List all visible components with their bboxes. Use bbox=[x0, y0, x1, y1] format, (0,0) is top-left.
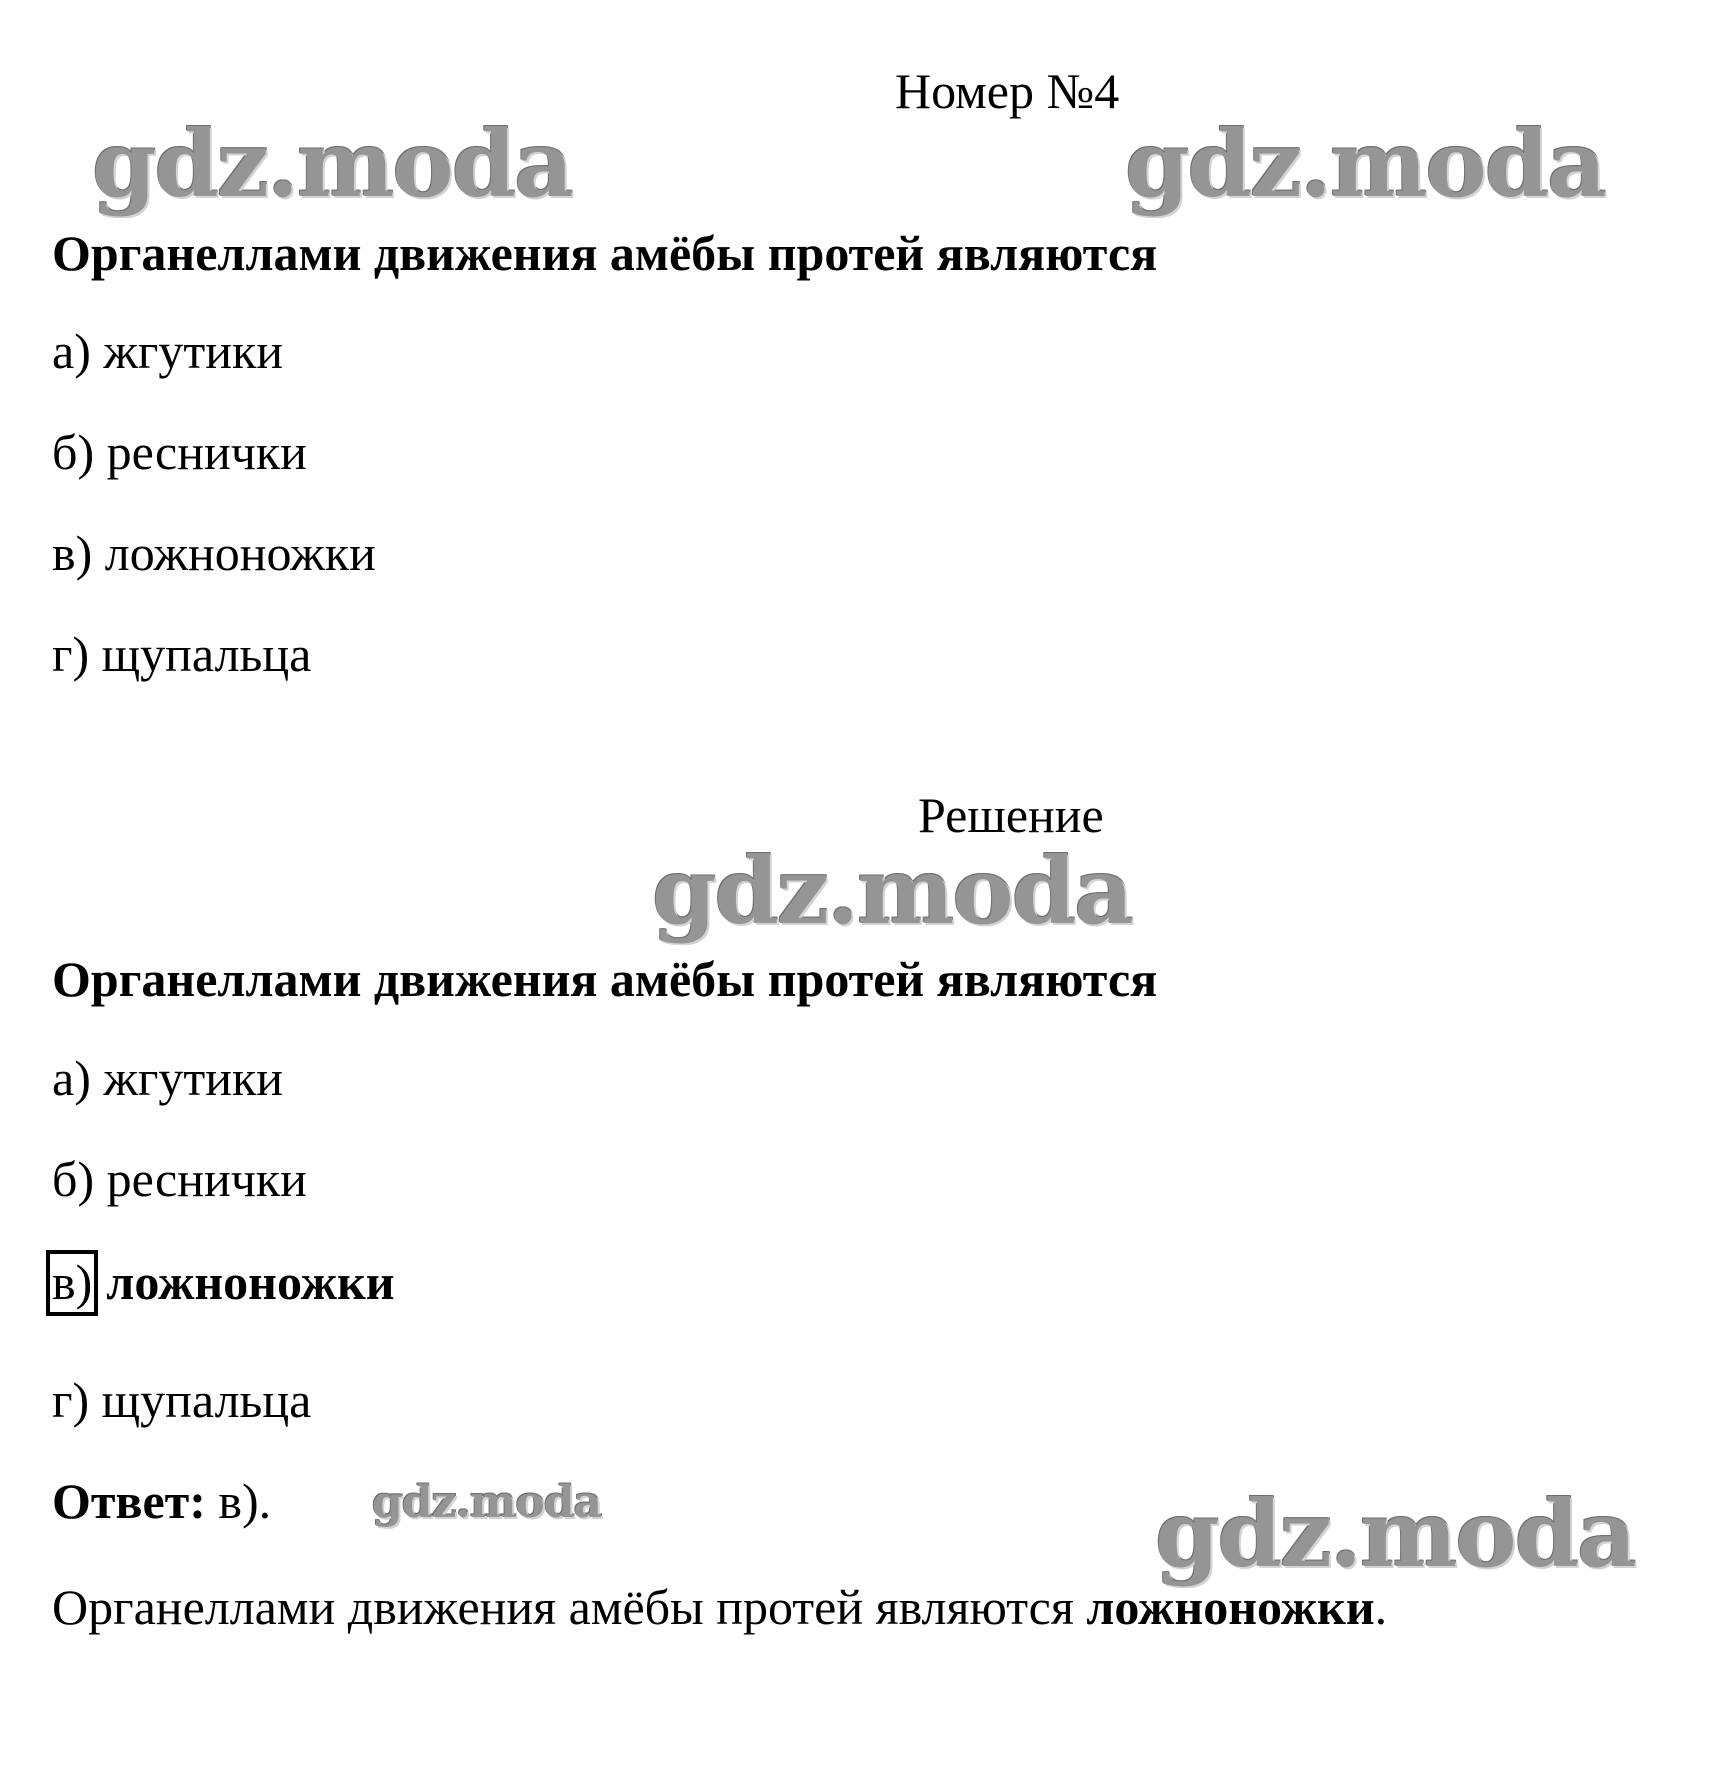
question-text: Органеллами движения амёбы протей являются bbox=[52, 225, 1158, 281]
watermark-logo: gdz.moda bbox=[92, 110, 572, 218]
page-title: Номер №4 bbox=[895, 63, 1120, 119]
option-text: ложноножки bbox=[104, 525, 376, 581]
answer-value: в). bbox=[218, 1473, 272, 1529]
solution-option-c-correct bbox=[52, 1256, 395, 1309]
option-b bbox=[52, 424, 307, 480]
option-text: жгутики bbox=[103, 323, 284, 379]
solution-option-d bbox=[52, 1372, 312, 1428]
answer-line bbox=[52, 1473, 272, 1529]
option-a bbox=[52, 323, 284, 379]
option-text: ложноножки bbox=[106, 1254, 395, 1310]
answer-label: Ответ: bbox=[52, 1473, 206, 1529]
option-d bbox=[52, 626, 312, 682]
watermark-logo: gdz.moda bbox=[652, 837, 1132, 945]
option-text: жгутики bbox=[103, 1050, 284, 1106]
option-text: щупальца bbox=[101, 1372, 312, 1428]
option-text: реснички bbox=[106, 424, 307, 480]
watermark-logo-small: gdz.moda bbox=[372, 1477, 602, 1528]
option-letter: г) bbox=[52, 1372, 90, 1428]
option-letter: а) bbox=[52, 1050, 91, 1106]
solution-option-a bbox=[52, 1050, 284, 1106]
solution-option-b bbox=[52, 1151, 307, 1207]
option-text: щупальца bbox=[101, 626, 312, 682]
solution-title: Решение bbox=[918, 787, 1104, 843]
solution-question-text: Органеллами движения амёбы протей являются bbox=[52, 951, 1158, 1007]
watermark-logo: gdz.moda bbox=[1125, 110, 1605, 218]
explanation-text bbox=[52, 1579, 1388, 1635]
explanation-suffix: . bbox=[1374, 1579, 1388, 1635]
option-text: реснички bbox=[106, 1151, 307, 1207]
option-letter: б) bbox=[52, 424, 95, 480]
option-letter: г) bbox=[52, 626, 90, 682]
option-letter: в) bbox=[52, 525, 93, 581]
option-letter: а) bbox=[52, 323, 91, 379]
watermark-logo: gdz.moda bbox=[1155, 1480, 1635, 1588]
explanation-prefix: Органеллами движения амёбы протей являются bbox=[52, 1579, 1087, 1635]
option-letter: б) bbox=[52, 1151, 95, 1207]
correct-answer-box: в) bbox=[46, 1250, 98, 1316]
explanation-bold: ложноножки bbox=[1086, 1579, 1375, 1635]
option-c bbox=[52, 525, 376, 581]
